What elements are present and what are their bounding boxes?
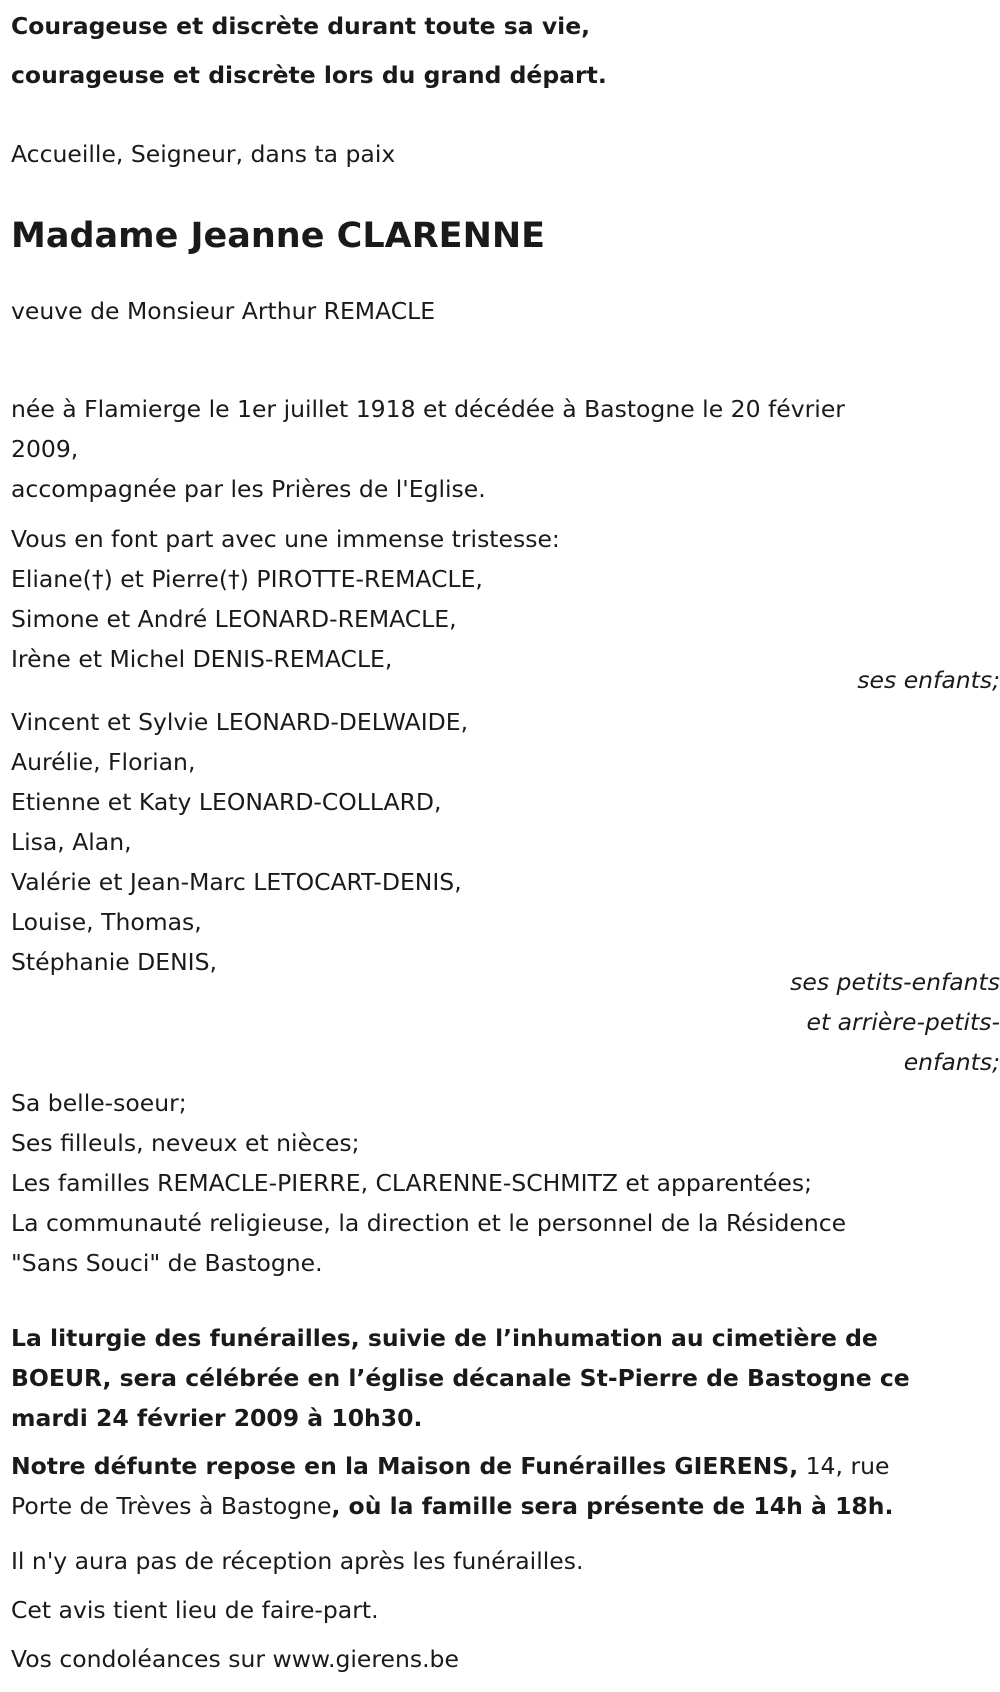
- grandchild-entry: Stéphanie DENIS,: [11, 948, 217, 976]
- no-reception-text: Il n'y aura pas de réception après les funérailles.: [11, 1547, 584, 1575]
- grandchildren-label: ses petits-enfants et arrière-petits- enfants;: [790, 968, 1000, 1076]
- child-entry: Simone et André LEONARD-REMACLE,: [11, 605, 457, 633]
- grandchild-entry: Lisa, Alan,: [11, 828, 132, 856]
- grandchild-entry: Aurélie, Florian,: [11, 748, 196, 776]
- grandchild-entry: Valérie et Jean-Marc LETOCART-DENIS,: [11, 868, 462, 896]
- relative-entry: Ses filleuls, neveux et nièces;: [11, 1129, 360, 1157]
- announcement-intro: Vous en font part avec une immense tristesse: Eliane(†) et Pierre(†) PIROTTE-REMACLE, Simone et André LEONARD-REMACLE, Irène et Michel DENIS-REMACLE,: [11, 519, 986, 679]
- grandchildren-list: [11, 702, 986, 982]
- widow-text: veuve de Monsieur Arthur REMACLE: [11, 297, 436, 325]
- birth-death-text: née à Flamierge le 1er juillet 1918 et décédée à Bastogne le 20 février 2009, accompagnée par les Prières de l'Eglise.: [11, 395, 845, 503]
- repose-details: Notre défunte repose en la Maison de Funérailles GIERENS, 14, rue Porte de Trèves à Bastogne, où la famille sera présente de 14h à 18h.: [11, 1452, 894, 1520]
- relative-entry: "Sans Souci" de Bastogne.: [11, 1249, 323, 1277]
- child-entry: Irène et Michel DENIS-REMACLE,: [11, 645, 393, 673]
- children-label: ses enfants;: [857, 666, 1000, 694]
- quote-line: Courageuse et discrète durant toute sa vie,: [11, 12, 591, 40]
- notice-text: Cet avis tient lieu de faire-part.: [11, 1596, 379, 1624]
- relative-entry: Les familles REMACLE-PIERRE, CLARENNE-SCHMITZ et apparentées;: [11, 1169, 812, 1197]
- deceased-name: Madame Jeanne CLARENNE: [11, 216, 546, 256]
- relative-entry: La communauté religieuse, la direction et le personnel de la Résidence: [11, 1209, 847, 1237]
- other-relatives: [11, 1083, 986, 1283]
- prayer-text: Accueille, Seigneur, dans ta paix: [11, 140, 396, 168]
- funeral-details: La liturgie des funérailles, suivie de l’inhumation au cimetière de BOEUR, sera célébrée en l’église décanale St-Pierre de Bastogne ce mardi 24 février 2009 à 10h30.: [11, 1324, 910, 1432]
- grandchild-entry: Vincent et Sylvie LEONARD-DELWAIDE,: [11, 708, 469, 736]
- relative-entry: Sa belle-soeur;: [11, 1089, 187, 1117]
- grandchild-entry: Louise, Thomas,: [11, 908, 202, 936]
- opening-quote: [11, 6, 986, 95]
- condolences-text: Vos condoléances sur www.gierens.be: [11, 1645, 459, 1673]
- grandchild-entry: Etienne et Katy LEONARD-COLLARD,: [11, 788, 442, 816]
- quote-line: courageuse et discrète lors du grand départ.: [11, 61, 607, 89]
- child-entry: Eliane(†) et Pierre(†) PIROTTE-REMACLE,: [11, 565, 483, 593]
